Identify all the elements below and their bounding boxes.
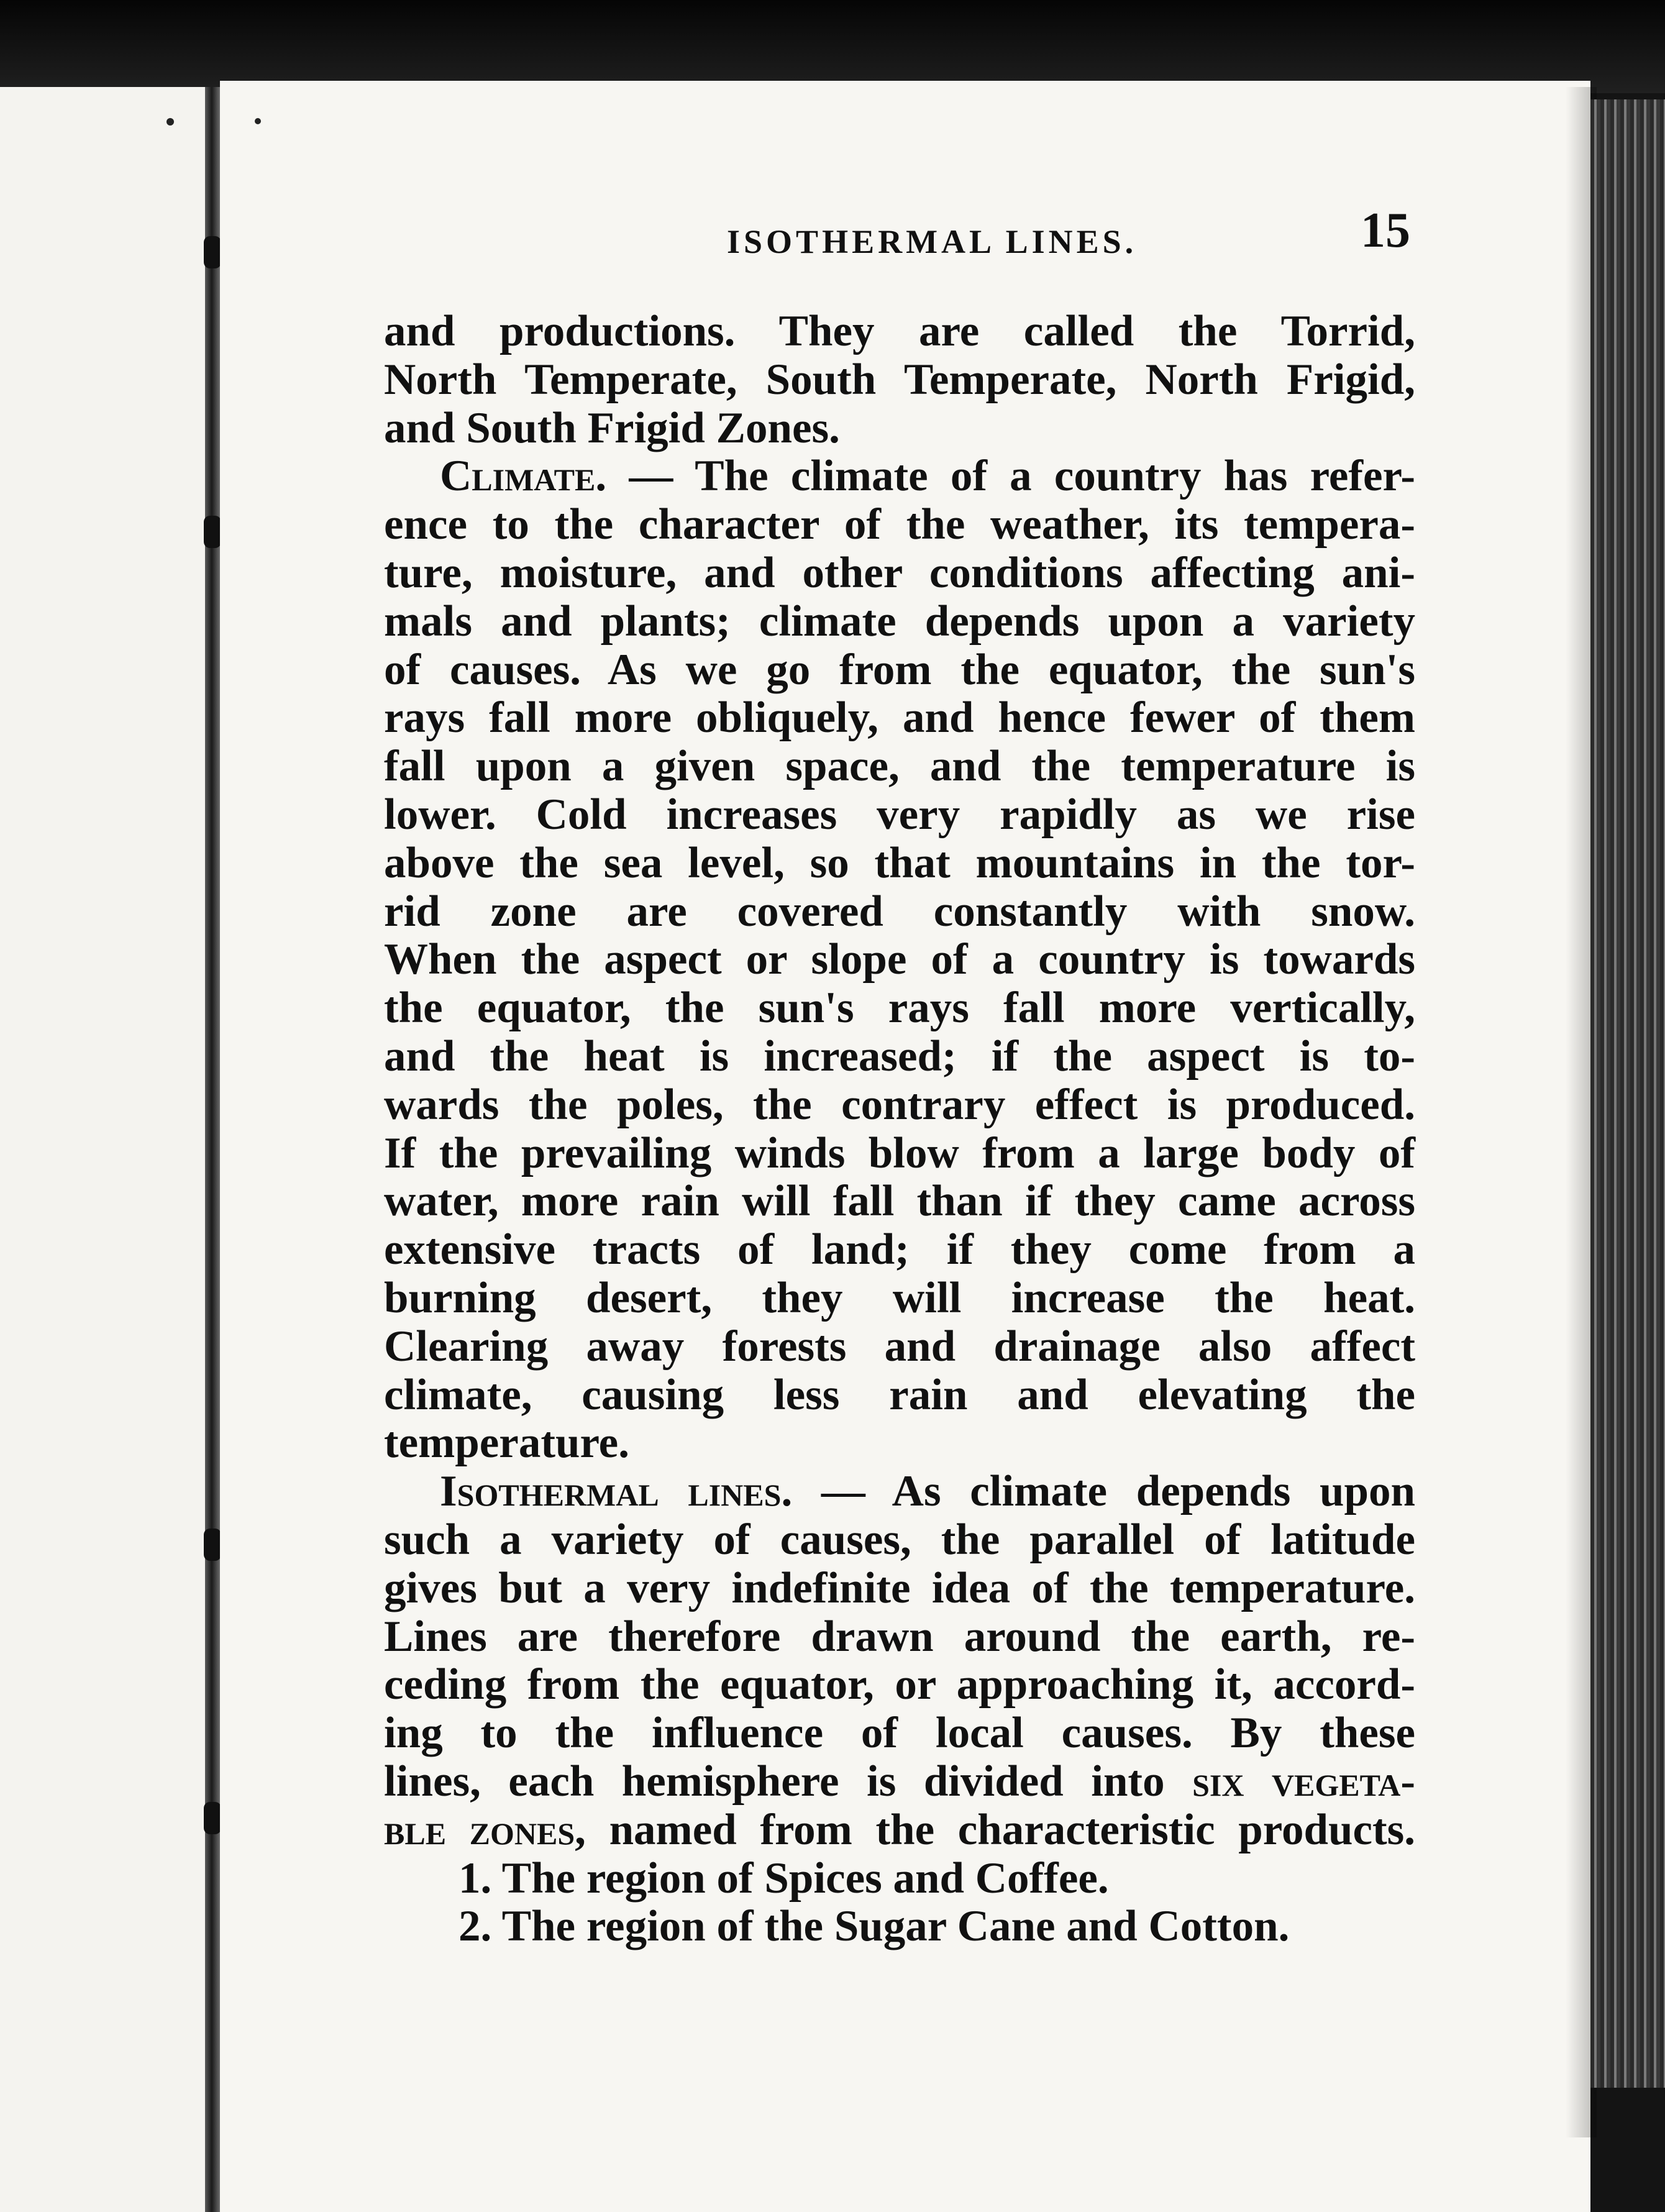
text-line: water, more rain will fall than if they came across bbox=[384, 1177, 1415, 1226]
text-line: ceding from the equator, or approaching it, accord- bbox=[384, 1660, 1415, 1709]
text-line: North Temperate, South Temperate, North Frigid, bbox=[384, 355, 1415, 404]
list-item: 2. The region of the Sugar Cane and Cotton. bbox=[458, 1902, 1290, 1951]
page-number: 15 bbox=[1361, 203, 1410, 258]
text-line: If the prevailing winds blow from a large body of bbox=[384, 1128, 1415, 1177]
emphasis-six-vegetable: six vegeta- bbox=[1192, 1757, 1416, 1806]
paragraph-isothermal bbox=[384, 1468, 1415, 1854]
book-gutter bbox=[205, 87, 220, 2212]
text-line: extensive tracts of land; if they come from a bbox=[384, 1225, 1415, 1274]
text-line: such a variety of causes, the parallel of latitude bbox=[384, 1515, 1415, 1564]
text-run: named from the characteristic products. bbox=[609, 1805, 1415, 1854]
binding-stitch bbox=[204, 1802, 221, 1834]
scan-background bbox=[0, 0, 1665, 93]
text-line: lower. Cold increases very rapidly as we rise bbox=[384, 790, 1415, 839]
text-line: and the heat is increased; if the aspect is to- bbox=[384, 1031, 1415, 1081]
ink-speck bbox=[255, 118, 261, 124]
text-line: climate, causing less rain and elevating the bbox=[384, 1370, 1415, 1419]
text-line: ture, moisture, and other conditions affecting ani- bbox=[384, 548, 1415, 597]
text-line: rays fall more obliquely, and hence fewer of them bbox=[384, 693, 1415, 743]
text-line: fall upon a given space, and the temperature is bbox=[384, 742, 1415, 791]
binding-stitch bbox=[204, 236, 221, 268]
zone-list bbox=[384, 1855, 1415, 1952]
text-line: of causes. As we go from the equator, the sun's bbox=[384, 645, 1415, 694]
text-line: above the sea level, so that mountains in the tor- bbox=[384, 838, 1415, 887]
paragraph-climate bbox=[384, 452, 1415, 1468]
ink-speck bbox=[166, 118, 174, 126]
text-line: Lines are therefore drawn around the earth, re- bbox=[384, 1612, 1415, 1661]
text-line bbox=[384, 1468, 1415, 1516]
section-heading-isothermal: Isothermal lines. — bbox=[440, 1467, 865, 1516]
binding-stitch bbox=[204, 516, 221, 548]
text-line: and South Frigid Zones. bbox=[384, 403, 840, 452]
paragraph-zones bbox=[384, 308, 1415, 452]
text-line: gives but a very indefinite idea of the temperature. bbox=[384, 1563, 1415, 1612]
page-edges bbox=[1590, 99, 1665, 2088]
text-line: and productions. They are called the Torrid, bbox=[384, 307, 1415, 355]
text-line: ence to the character of the weather, its tempera- bbox=[384, 500, 1415, 549]
text-line: rid zone are covered constantly with snow. bbox=[384, 887, 1415, 936]
text-run: The climate of a country has refer- bbox=[695, 452, 1416, 501]
text-line: ing to the influence of local causes. By these bbox=[384, 1709, 1415, 1758]
text-line bbox=[384, 1758, 1415, 1806]
running-head: ISOTHERMAL LINES. bbox=[727, 223, 1138, 260]
text-line bbox=[384, 452, 1415, 501]
text-line: When the aspect or slope of a country is towards bbox=[384, 935, 1415, 984]
text-line: burning desert, they will increase the heat. bbox=[384, 1273, 1415, 1322]
section-heading-climate: Climate. — bbox=[440, 452, 673, 501]
body-text bbox=[384, 308, 1415, 1951]
text-line bbox=[384, 1806, 1415, 1855]
text-line: wards the poles, the contrary effect is produced. bbox=[384, 1080, 1415, 1129]
text-line: Clearing away forests and drainage also affect bbox=[384, 1322, 1415, 1371]
list-item: 1. The region of Spices and Coffee. bbox=[458, 1853, 1109, 1903]
text-line: the equator, the sun's rays fall more vertically, bbox=[384, 984, 1415, 1033]
binding-stitch bbox=[204, 1529, 221, 1561]
emphasis-zones: ble zones, bbox=[384, 1805, 586, 1854]
text-line: mals and plants; climate depends upon a variety bbox=[384, 596, 1415, 646]
left-facing-page bbox=[0, 87, 205, 2212]
text-run: lines, each hemisphere is divided into bbox=[384, 1757, 1165, 1806]
text-run: As climate depends upon bbox=[892, 1467, 1415, 1516]
text-line: temperature. bbox=[384, 1419, 629, 1468]
